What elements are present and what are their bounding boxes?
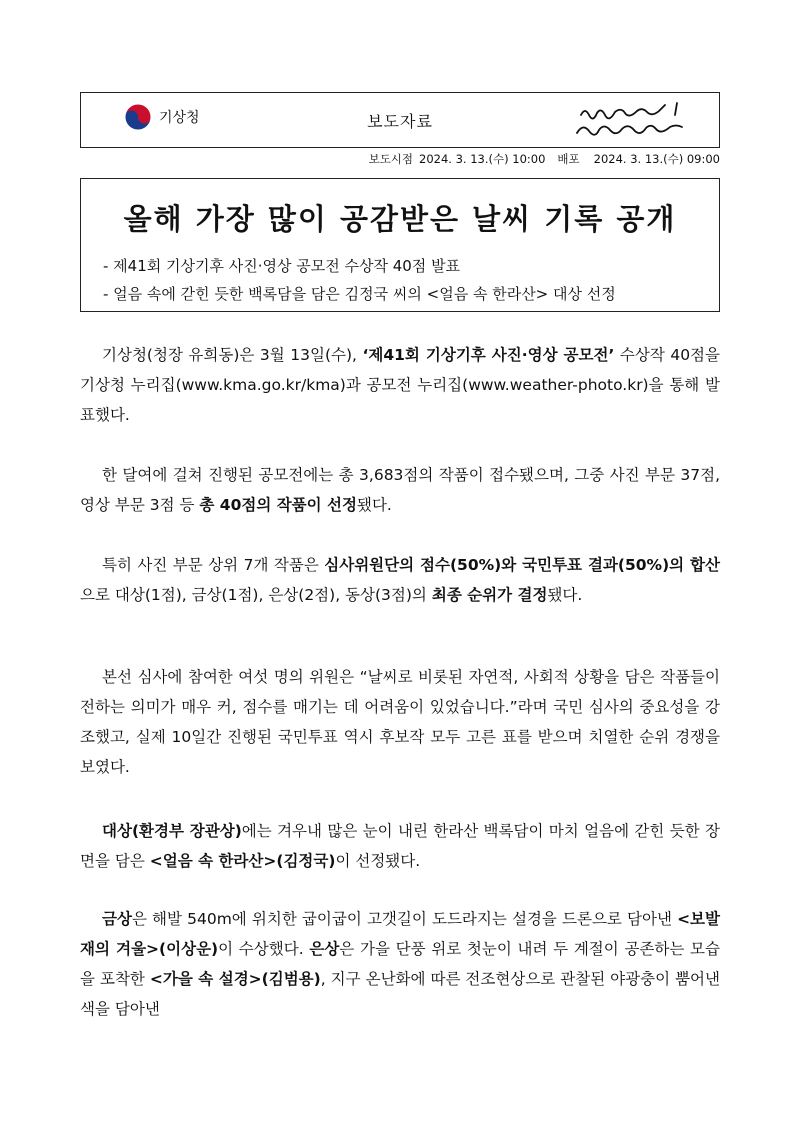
- p3-text: 특히 사진 부문 상위 7개 작품은: [102, 556, 325, 574]
- agency-name: 기상청: [159, 110, 200, 126]
- doc-type-label: 보도자료: [367, 112, 433, 131]
- embargo-value: 2024. 3. 13.(수) 10:00: [419, 152, 546, 166]
- p3-bold-1: 심사위원단의 점수(50%)와 국민투표 결과(50%)의 합산: [324, 556, 721, 574]
- p5-bold-1: 대상(환경부 장관상): [102, 822, 242, 840]
- paragraph-6: [80, 904, 720, 1024]
- p3-text-end: 됐다.: [547, 586, 583, 604]
- p2-text-end: 됐다.: [356, 496, 392, 514]
- paragraph-4: 본선 심사에 참여한 여섯 명의 위원은 “날씨로 비롯된 자연적, 사회적 상황을 담은 작품들이 전하는 의미가 매우 커, 점수를 매기는 데 어려움이 있었습니다.”라며 국민 심사의 중요성을 강조했고, 실제 10일간 진행된 국민투표 역시 후보작 모두 고른 표를 받으며 치열한 순위 경쟁을 보였다.: [80, 668, 720, 776]
- p1-text: 기상청(청장 유희동)은 3월 13일(수),: [102, 346, 363, 364]
- paragraph-3: [80, 550, 720, 610]
- p2-bold: 총 40점의 작품이 선정: [199, 496, 357, 514]
- paragraph-5: [80, 816, 720, 876]
- p6-bold-4: <가을 속 설경>(김범용): [149, 970, 321, 988]
- p6-bold-1: 금상: [102, 910, 132, 928]
- p5-bold-2: <얼음 속 한라산>(김정국): [149, 852, 336, 870]
- distribution-label: 배포: [557, 152, 580, 166]
- p5-text-end: 이 선정됐다.: [335, 852, 421, 870]
- p2-text: 한 달여에 걸쳐 진행된 공모전에는 총 3,683점의 작품이 접수됐으며, 그중 사진 부문 37점, 영상 부문 3점 등: [80, 466, 720, 514]
- p1-text-end: 수상작 40점을 기상청 누리집(www.kma.go.kr/kma)과 공모전 누리집(www.weather-photo.kr)을 통해 발표했다.: [80, 346, 720, 424]
- headline: 올해 가장 많이 공감받은 날씨 기록 공개: [123, 202, 677, 236]
- p5-text: 에는 겨우내 많은 눈이 내린 한라산 백록담이 마치 얼음에 갇힌 듯한 장면을 담은: [80, 822, 720, 870]
- header-box: [80, 92, 720, 148]
- p6-bold-3: 은상: [309, 940, 340, 958]
- distribution-value: 2024. 3. 13.(수) 09:00: [593, 152, 720, 166]
- subheadline-1: - 제41회 기상기후 사진·영상 공모전 수상작 40점 발표: [103, 257, 461, 275]
- p6-text-2: 이 수상했다.: [218, 940, 310, 958]
- release-info: [363, 151, 720, 167]
- p1-bold: ‘제41회 기상기후 사진·영상 공모전’: [362, 346, 615, 364]
- subheadline-2: - 얼음 속에 갇힌 듯한 백록담을 담은 김정국 씨의 <얼음 속 한라산> 대상 선정: [103, 285, 616, 303]
- paragraph-1: [80, 340, 720, 430]
- embargo-label: 보도시점: [368, 152, 414, 166]
- p6-bold-2: <보발재의 겨울>(이상운): [80, 910, 720, 958]
- slogan-calligraphy: [573, 99, 693, 143]
- p3-text-mid: 으로 대상(1점), 금상(1점), 은상(2점), 동상(3점)의: [80, 586, 432, 604]
- p3-bold-2: 최종 순위가 결정: [431, 586, 548, 604]
- p6-text-1: 은 해발 540m에 위치한 굽이굽이 고갯길이 도드라지는 설경을 드론으로 담아낸: [131, 910, 678, 928]
- p6-text-3: 은 가을 단풍 위로 첫눈이 내려 두 계절이 공존하는 모습을 포착한: [80, 940, 720, 988]
- p6-text-4: , 지구 온난화에 따른 전조현상으로 관찰된 야광충이 뿜어낸 색을 담아낸: [80, 970, 720, 1018]
- title-box: [80, 178, 720, 312]
- paragraph-2: [80, 460, 720, 520]
